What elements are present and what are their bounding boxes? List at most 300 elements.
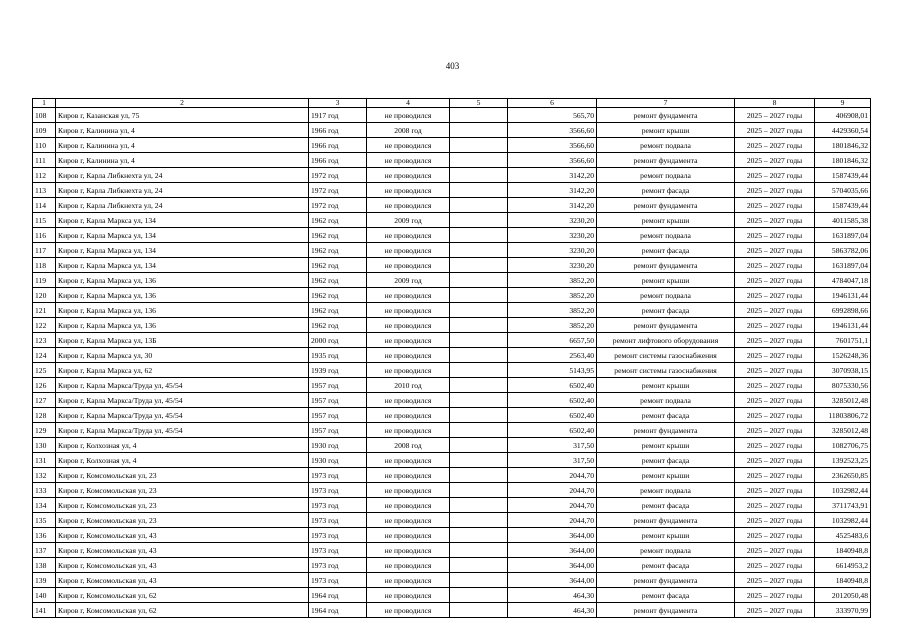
last-repair-cell: не проводился xyxy=(367,408,450,423)
blank-cell xyxy=(450,558,508,573)
period-cell: 2025 – 2027 годы xyxy=(735,438,815,453)
area-cell: 3566,60 xyxy=(508,153,597,168)
table-row xyxy=(33,498,871,513)
period-cell: 2025 – 2027 годы xyxy=(735,183,815,198)
blank-cell xyxy=(450,138,508,153)
address-cell: Киров г, Карла Маркса ул, 62 xyxy=(56,363,309,378)
cost-cell: 333970,99 xyxy=(815,603,871,618)
table-row xyxy=(33,453,871,468)
address-cell: Киров г, Комсомольская ул, 23 xyxy=(56,513,309,528)
build-year-cell: 1939 год xyxy=(309,363,367,378)
row-number-cell: 116 xyxy=(33,228,56,243)
period-cell: 2025 – 2027 годы xyxy=(735,483,815,498)
work-type-cell: ремонт фундамента xyxy=(597,603,735,618)
address-cell: Киров г, Карла Маркса/Труда ул, 45/54 xyxy=(56,408,309,423)
last-repair-cell: не проводился xyxy=(367,363,450,378)
table-row xyxy=(33,393,871,408)
blank-cell xyxy=(450,453,508,468)
cost-cell: 4429360,54 xyxy=(815,123,871,138)
build-year-cell: 1962 год xyxy=(309,243,367,258)
work-type-cell: ремонт крыши xyxy=(597,378,735,393)
work-type-cell: ремонт фасада xyxy=(597,183,735,198)
build-year-cell: 1973 год xyxy=(309,528,367,543)
build-year-cell: 1962 год xyxy=(309,258,367,273)
work-type-cell: ремонт крыши xyxy=(597,273,735,288)
area-cell: 2563,40 xyxy=(508,348,597,363)
table-row xyxy=(33,483,871,498)
cost-cell: 3711743,91 xyxy=(815,498,871,513)
period-cell: 2025 – 2027 годы xyxy=(735,408,815,423)
work-type-cell: ремонт крыши xyxy=(597,528,735,543)
period-cell: 2025 – 2027 годы xyxy=(735,453,815,468)
row-number-cell: 118 xyxy=(33,258,56,273)
last-repair-cell: 2010 год xyxy=(367,378,450,393)
work-type-cell: ремонт подвала xyxy=(597,138,735,153)
header-row xyxy=(33,99,871,108)
cost-cell: 1801846,32 xyxy=(815,138,871,153)
area-cell: 3644,00 xyxy=(508,573,597,588)
blank-cell xyxy=(450,423,508,438)
area-cell: 3142,20 xyxy=(508,183,597,198)
last-repair-cell: не проводился xyxy=(367,183,450,198)
blank-cell xyxy=(450,513,508,528)
address-cell: Киров г, Карла Маркса ул, 13Б xyxy=(56,333,309,348)
work-type-cell: ремонт подвала xyxy=(597,543,735,558)
last-repair-cell: не проводился xyxy=(367,573,450,588)
table-row xyxy=(33,573,871,588)
last-repair-cell: не проводился xyxy=(367,558,450,573)
build-year-cell: 1972 год xyxy=(309,183,367,198)
header-cell: 4 xyxy=(367,99,450,108)
address-cell: Киров г, Карла Маркса ул, 136 xyxy=(56,288,309,303)
blank-cell xyxy=(450,153,508,168)
build-year-cell: 1966 год xyxy=(309,138,367,153)
blank-cell xyxy=(450,288,508,303)
blank-cell xyxy=(450,303,508,318)
cost-cell: 1032982,44 xyxy=(815,483,871,498)
table-row xyxy=(33,228,871,243)
address-cell: Киров г, Комсомольская ул, 62 xyxy=(56,588,309,603)
table-row xyxy=(33,198,871,213)
cost-cell: 2362650,85 xyxy=(815,468,871,483)
cost-cell: 1392523,25 xyxy=(815,453,871,468)
build-year-cell: 1930 год xyxy=(309,438,367,453)
work-type-cell: ремонт фасада xyxy=(597,558,735,573)
blank-cell xyxy=(450,168,508,183)
work-type-cell: ремонт фасада xyxy=(597,588,735,603)
area-cell: 3230,20 xyxy=(508,243,597,258)
work-type-cell: ремонт системы газоснабжения xyxy=(597,348,735,363)
address-cell: Киров г, Карла Маркса ул, 136 xyxy=(56,318,309,333)
cost-cell: 6992898,66 xyxy=(815,303,871,318)
build-year-cell: 1973 год xyxy=(309,558,367,573)
area-cell: 3852,20 xyxy=(508,303,597,318)
last-repair-cell: 2008 год xyxy=(367,438,450,453)
period-cell: 2025 – 2027 годы xyxy=(735,153,815,168)
work-type-cell: ремонт фундамента xyxy=(597,153,735,168)
table-row xyxy=(33,288,871,303)
blank-cell xyxy=(450,258,508,273)
table-row xyxy=(33,303,871,318)
cost-cell: 1631897,04 xyxy=(815,258,871,273)
table-row xyxy=(33,213,871,228)
build-year-cell: 1972 год xyxy=(309,198,367,213)
period-cell: 2025 – 2027 годы xyxy=(735,348,815,363)
table-row xyxy=(33,258,871,273)
work-type-cell: ремонт фундамента xyxy=(597,318,735,333)
last-repair-cell: 2009 год xyxy=(367,273,450,288)
period-cell: 2025 – 2027 годы xyxy=(735,498,815,513)
area-cell: 3230,20 xyxy=(508,213,597,228)
build-year-cell: 1962 год xyxy=(309,213,367,228)
last-repair-cell: не проводился xyxy=(367,138,450,153)
build-year-cell: 1957 год xyxy=(309,393,367,408)
period-cell: 2025 – 2027 годы xyxy=(735,138,815,153)
last-repair-cell: не проводился xyxy=(367,393,450,408)
period-cell: 2025 – 2027 годы xyxy=(735,378,815,393)
period-cell: 2025 – 2027 годы xyxy=(735,303,815,318)
build-year-cell: 1973 год xyxy=(309,483,367,498)
cost-cell: 2012050,48 xyxy=(815,588,871,603)
blank-cell xyxy=(450,408,508,423)
cost-cell: 8075330,56 xyxy=(815,378,871,393)
row-number-cell: 138 xyxy=(33,558,56,573)
address-cell: Киров г, Комсомольская ул, 23 xyxy=(56,498,309,513)
address-cell: Киров г, Карла Маркса ул, 30 xyxy=(56,348,309,363)
work-type-cell: ремонт подвала xyxy=(597,393,735,408)
last-repair-cell: 2009 год xyxy=(367,213,450,228)
table-row xyxy=(33,123,871,138)
blank-cell xyxy=(450,213,508,228)
row-number-cell: 125 xyxy=(33,363,56,378)
table-row xyxy=(33,108,871,123)
address-cell: Киров г, Колхозная ул, 4 xyxy=(56,438,309,453)
area-cell: 3566,60 xyxy=(508,123,597,138)
address-cell: Киров г, Карла Маркса/Труда ул, 45/54 xyxy=(56,378,309,393)
cost-cell: 1946131,44 xyxy=(815,318,871,333)
area-cell: 464,30 xyxy=(508,588,597,603)
last-repair-cell: не проводился xyxy=(367,333,450,348)
row-number-cell: 114 xyxy=(33,198,56,213)
table-row xyxy=(33,363,871,378)
header-cell: 1 xyxy=(33,99,56,108)
cost-cell: 1082706,75 xyxy=(815,438,871,453)
row-number-cell: 130 xyxy=(33,438,56,453)
work-type-cell: ремонт крыши xyxy=(597,123,735,138)
row-number-cell: 117 xyxy=(33,243,56,258)
last-repair-cell: не проводился xyxy=(367,528,450,543)
table-row xyxy=(33,333,871,348)
row-number-cell: 132 xyxy=(33,468,56,483)
build-year-cell: 1935 год xyxy=(309,348,367,363)
last-repair-cell: не проводился xyxy=(367,303,450,318)
cost-cell: 1946131,44 xyxy=(815,288,871,303)
period-cell: 2025 – 2027 годы xyxy=(735,588,815,603)
work-type-cell: ремонт подвала xyxy=(597,288,735,303)
table-row xyxy=(33,183,871,198)
build-year-cell: 1957 год xyxy=(309,423,367,438)
row-number-cell: 134 xyxy=(33,498,56,513)
period-cell: 2025 – 2027 годы xyxy=(735,333,815,348)
period-cell: 2025 – 2027 годы xyxy=(735,108,815,123)
work-type-cell: ремонт фасада xyxy=(597,303,735,318)
area-cell: 3230,20 xyxy=(508,258,597,273)
work-type-cell: ремонт фасада xyxy=(597,453,735,468)
row-number-cell: 139 xyxy=(33,573,56,588)
table-row xyxy=(33,513,871,528)
table-row xyxy=(33,543,871,558)
last-repair-cell: не проводился xyxy=(367,543,450,558)
period-cell: 2025 – 2027 годы xyxy=(735,558,815,573)
area-cell: 3644,00 xyxy=(508,528,597,543)
table-row xyxy=(33,378,871,393)
period-cell: 2025 – 2027 годы xyxy=(735,273,815,288)
row-number-cell: 131 xyxy=(33,453,56,468)
row-number-cell: 133 xyxy=(33,483,56,498)
address-cell: Киров г, Карла Маркса ул, 136 xyxy=(56,273,309,288)
cost-cell: 1840948,8 xyxy=(815,573,871,588)
area-cell: 2044,70 xyxy=(508,483,597,498)
work-type-cell: ремонт подвала xyxy=(597,483,735,498)
period-cell: 2025 – 2027 годы xyxy=(735,513,815,528)
last-repair-cell: не проводился xyxy=(367,288,450,303)
address-cell: Киров г, Казанская ул, 75 xyxy=(56,108,309,123)
cost-cell: 1526248,36 xyxy=(815,348,871,363)
work-type-cell: ремонт крыши xyxy=(597,468,735,483)
header-cell: 3 xyxy=(309,99,367,108)
area-cell: 6502,40 xyxy=(508,378,597,393)
row-number-cell: 120 xyxy=(33,288,56,303)
row-number-cell: 126 xyxy=(33,378,56,393)
cost-cell: 3285012,48 xyxy=(815,393,871,408)
area-cell: 6502,40 xyxy=(508,408,597,423)
address-cell: Киров г, Карла Маркса ул, 134 xyxy=(56,243,309,258)
row-number-cell: 127 xyxy=(33,393,56,408)
period-cell: 2025 – 2027 годы xyxy=(735,573,815,588)
table-row xyxy=(33,588,871,603)
period-cell: 2025 – 2027 годы xyxy=(735,363,815,378)
work-type-cell: ремонт подвала xyxy=(597,228,735,243)
address-cell: Киров г, Комсомольская ул, 62 xyxy=(56,603,309,618)
row-number-cell: 121 xyxy=(33,303,56,318)
last-repair-cell: не проводился xyxy=(367,318,450,333)
table-row xyxy=(33,423,871,438)
address-cell: Киров г, Комсомольская ул, 43 xyxy=(56,543,309,558)
period-cell: 2025 – 2027 годы xyxy=(735,393,815,408)
build-year-cell: 1917 год xyxy=(309,108,367,123)
period-cell: 2025 – 2027 годы xyxy=(735,423,815,438)
work-type-cell: ремонт лифтового оборудования xyxy=(597,333,735,348)
last-repair-cell: не проводился xyxy=(367,498,450,513)
period-cell: 2025 – 2027 годы xyxy=(735,288,815,303)
last-repair-cell: не проводился xyxy=(367,453,450,468)
address-cell: Киров г, Калинина ул, 4 xyxy=(56,123,309,138)
cost-cell: 1587439,44 xyxy=(815,168,871,183)
blank-cell xyxy=(450,498,508,513)
row-number-cell: 108 xyxy=(33,108,56,123)
blank-cell xyxy=(450,588,508,603)
build-year-cell: 1973 год xyxy=(309,573,367,588)
table-row xyxy=(33,468,871,483)
repair-schedule-table xyxy=(32,98,871,618)
row-number-cell: 110 xyxy=(33,138,56,153)
period-cell: 2025 – 2027 годы xyxy=(735,228,815,243)
header-cell: 6 xyxy=(508,99,597,108)
cost-cell: 4525483,6 xyxy=(815,528,871,543)
row-number-cell: 113 xyxy=(33,183,56,198)
area-cell: 3644,00 xyxy=(508,543,597,558)
last-repair-cell: не проводился xyxy=(367,243,450,258)
table-row xyxy=(33,138,871,153)
last-repair-cell: не проводился xyxy=(367,108,450,123)
build-year-cell: 1973 год xyxy=(309,468,367,483)
address-cell: Киров г, Карла Маркса ул, 134 xyxy=(56,258,309,273)
table-row xyxy=(33,408,871,423)
cost-cell: 1801846,32 xyxy=(815,153,871,168)
area-cell: 2044,70 xyxy=(508,513,597,528)
address-cell: Киров г, Карла Либкнехта ул, 24 xyxy=(56,168,309,183)
work-type-cell: ремонт фундамента xyxy=(597,573,735,588)
build-year-cell: 1957 год xyxy=(309,378,367,393)
cost-cell: 5704035,66 xyxy=(815,183,871,198)
area-cell: 6657,50 xyxy=(508,333,597,348)
area-cell: 565,70 xyxy=(508,108,597,123)
last-repair-cell: не проводился xyxy=(367,588,450,603)
cost-cell: 4784047,18 xyxy=(815,273,871,288)
address-cell: Киров г, Калинина ул, 4 xyxy=(56,153,309,168)
table-header xyxy=(33,99,871,108)
address-cell: Киров г, Карла Маркса/Труда ул, 45/54 xyxy=(56,423,309,438)
area-cell: 3644,00 xyxy=(508,558,597,573)
address-cell: Киров г, Карла Маркса ул, 136 xyxy=(56,303,309,318)
table-row xyxy=(33,558,871,573)
address-cell: Киров г, Калинина ул, 4 xyxy=(56,138,309,153)
build-year-cell: 1962 год xyxy=(309,318,367,333)
row-number-cell: 123 xyxy=(33,333,56,348)
blank-cell xyxy=(450,378,508,393)
area-cell: 2044,70 xyxy=(508,498,597,513)
blank-cell xyxy=(450,603,508,618)
header-cell: 2 xyxy=(56,99,309,108)
cost-cell: 406908,01 xyxy=(815,108,871,123)
area-cell: 317,50 xyxy=(508,438,597,453)
table-row xyxy=(33,273,871,288)
header-cell: 9 xyxy=(815,99,871,108)
period-cell: 2025 – 2027 годы xyxy=(735,528,815,543)
period-cell: 2025 – 2027 годы xyxy=(735,198,815,213)
last-repair-cell: не проводился xyxy=(367,423,450,438)
last-repair-cell: не проводился xyxy=(367,228,450,243)
build-year-cell: 1972 год xyxy=(309,168,367,183)
blank-cell xyxy=(450,318,508,333)
area-cell: 3852,20 xyxy=(508,273,597,288)
cost-cell: 6614953,2 xyxy=(815,558,871,573)
address-cell: Киров г, Карла Маркса/Труда ул, 45/54 xyxy=(56,393,309,408)
address-cell: Киров г, Карла Либкнехта ул, 24 xyxy=(56,198,309,213)
build-year-cell: 1973 год xyxy=(309,498,367,513)
last-repair-cell: не проводился xyxy=(367,603,450,618)
period-cell: 2025 – 2027 годы xyxy=(735,318,815,333)
build-year-cell: 1964 год xyxy=(309,588,367,603)
address-cell: Киров г, Комсомольская ул, 23 xyxy=(56,468,309,483)
row-number-cell: 135 xyxy=(33,513,56,528)
area-cell: 2044,70 xyxy=(508,468,597,483)
address-cell: Киров г, Карла Маркса ул, 134 xyxy=(56,228,309,243)
work-type-cell: ремонт фундамента xyxy=(597,513,735,528)
area-cell: 3852,20 xyxy=(508,288,597,303)
cost-cell: 1631897,04 xyxy=(815,228,871,243)
table-row xyxy=(33,603,871,618)
blank-cell xyxy=(450,183,508,198)
table-row xyxy=(33,168,871,183)
build-year-cell: 1964 год xyxy=(309,603,367,618)
last-repair-cell: не проводился xyxy=(367,483,450,498)
blank-cell xyxy=(450,438,508,453)
work-type-cell: ремонт крыши xyxy=(597,213,735,228)
table-row xyxy=(33,438,871,453)
work-type-cell: ремонт фундамента xyxy=(597,108,735,123)
work-type-cell: ремонт фундамента xyxy=(597,198,735,213)
work-type-cell: ремонт фасада xyxy=(597,408,735,423)
period-cell: 2025 – 2027 годы xyxy=(735,603,815,618)
address-cell: Киров г, Колхозная ул, 4 xyxy=(56,453,309,468)
last-repair-cell: не проводился xyxy=(367,348,450,363)
work-type-cell: ремонт фундамента xyxy=(597,423,735,438)
area-cell: 6502,40 xyxy=(508,393,597,408)
work-type-cell: ремонт крыши xyxy=(597,438,735,453)
area-cell: 3230,20 xyxy=(508,228,597,243)
cost-cell: 3285012,48 xyxy=(815,423,871,438)
blank-cell xyxy=(450,468,508,483)
area-cell: 464,30 xyxy=(508,603,597,618)
address-cell: Киров г, Карла Либкнехта ул, 24 xyxy=(56,183,309,198)
cost-cell: 1840948,8 xyxy=(815,543,871,558)
build-year-cell: 1930 год xyxy=(309,453,367,468)
build-year-cell: 1957 год xyxy=(309,408,367,423)
row-number-cell: 128 xyxy=(33,408,56,423)
period-cell: 2025 – 2027 годы xyxy=(735,168,815,183)
work-type-cell: ремонт фундамента xyxy=(597,258,735,273)
blank-cell xyxy=(450,273,508,288)
address-cell: Киров г, Комсомольская ул, 43 xyxy=(56,573,309,588)
header-cell: 5 xyxy=(450,99,508,108)
cost-cell: 3070938,15 xyxy=(815,363,871,378)
blank-cell xyxy=(450,198,508,213)
blank-cell xyxy=(450,333,508,348)
area-cell: 6502,40 xyxy=(508,423,597,438)
cost-cell: 1587439,44 xyxy=(815,198,871,213)
period-cell: 2025 – 2027 годы xyxy=(735,468,815,483)
header-cell: 7 xyxy=(597,99,735,108)
build-year-cell: 1966 год xyxy=(309,123,367,138)
area-cell: 3142,20 xyxy=(508,168,597,183)
table-body xyxy=(33,108,871,618)
blank-cell xyxy=(450,228,508,243)
row-number-cell: 129 xyxy=(33,423,56,438)
blank-cell xyxy=(450,123,508,138)
last-repair-cell: не проводился xyxy=(367,513,450,528)
row-number-cell: 119 xyxy=(33,273,56,288)
blank-cell xyxy=(450,108,508,123)
header-cell: 8 xyxy=(735,99,815,108)
area-cell: 3566,60 xyxy=(508,138,597,153)
row-number-cell: 111 xyxy=(33,153,56,168)
work-type-cell: ремонт фасада xyxy=(597,498,735,513)
build-year-cell: 1973 год xyxy=(309,513,367,528)
page-number: 403 xyxy=(445,61,460,71)
cost-cell: 1032982,44 xyxy=(815,513,871,528)
area-cell: 3852,20 xyxy=(508,318,597,333)
